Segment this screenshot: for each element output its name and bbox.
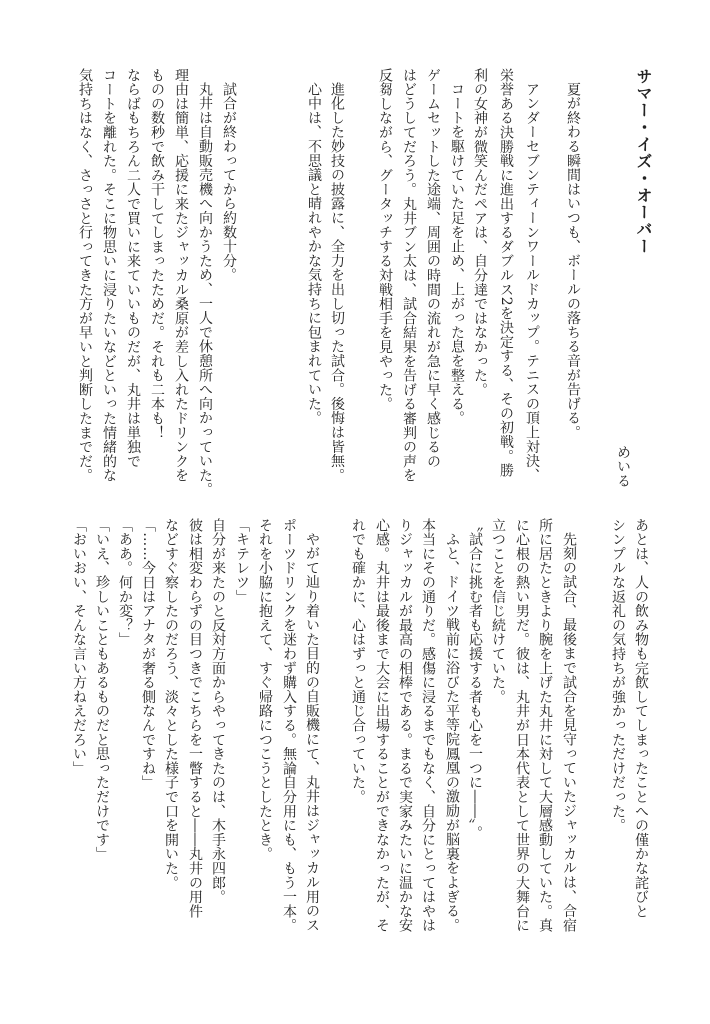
text-column: あとは、人の飲み物も完飲してしまったことへの僅かな詫びと [633, 518, 649, 919]
text-column: 自分が来たのと反対方面からやってきたのは、木手永四郎。 [210, 518, 226, 905]
text-column: はどうしてだろう。丸井ブン太は、試合結果を告げる審判の声を [401, 68, 417, 483]
story-title: サマー・イズ・オーバー [634, 68, 653, 255]
text-column: 心中は、不思議と晴れやかな気持ちに包まれていた。 [306, 82, 322, 426]
text-column: ポーツドリンクを迷わず購入する。無論自分用にも、もう一本。 [281, 518, 297, 933]
text-column: 反芻しながら、グータッチする対戦相手を見やった。 [377, 68, 393, 412]
text-column: れでも確かに、心はずっと通じ合っていた。 [350, 518, 366, 804]
text-column: 本当にその通りだ。感傷に浸るまでもなく、自分にとってはやは [420, 518, 436, 933]
text-column: ならばもちろん二人で買いに来ていいものだが、丸井は単独で [125, 68, 141, 469]
text-column: 心感。丸井は最後まで大会に出場することができなかったが、そ [374, 518, 390, 933]
text-column: 彼は相変わらずの目つきでこちらを一瞥すると――丸井の用件 [187, 518, 203, 919]
text-column: りジャッカルが最高の相棒である。まるで実家みたいに温かな安 [397, 518, 413, 933]
text-column: 「……今日はアナタが奢る側なんですね」 [140, 518, 156, 790]
text-column: 栄誉ある決勝戦に進出するダブルス2を決定する、その初戦。勝 [498, 68, 514, 478]
text-column: 丸井は自動販売機へ向かうため、一人で休憩所へ向かっていた。 [197, 82, 213, 497]
text-column: コートを駆けていた足を止め、上がった息を整える。 [449, 82, 465, 426]
text-column: 所に居たときより腕を上げた丸井に対して大層感動していた。真 [537, 518, 553, 933]
text-column: に心根の熱い男だ。彼は、丸井が日本代表として世界の大舞台に [514, 518, 530, 933]
text-column: 「いえ、珍しいこともあるものだと思っただけです」 [94, 518, 110, 862]
text-column: 夏が終わる瞬間はいつも、ボールの落ちる音が告げる。 [565, 82, 581, 440]
text-column: 利の女神が微笑んだペアは、自分達ではなかった。 [472, 68, 488, 397]
text-column: 「キテレツ」 [234, 518, 250, 604]
text-column: 試合が終わってから約数十分。 [221, 82, 237, 283]
text-column: 進化した妙技の披露に、全力を出し切った試合。後悔は皆無。 [329, 82, 345, 483]
text-column: ふと、ドイツ戦前に浴びた平等院鳳凰の激励が脳裏をよぎる。 [444, 532, 460, 933]
text-column: 〝試合に挑む者も応援する者も心を一つに――〟。 [467, 518, 483, 840]
text-column: シンプルな返礼の気持ちが強かっただけだった。 [610, 518, 626, 833]
text-column: コートを離れた。そこに物思いに浸りたいなどといった情緒的な [101, 68, 117, 483]
text-column: ゲームセットした途端、周囲の時間の流れが急に早く感じるの [425, 68, 441, 469]
text-column: アンダーセブンティーンワールドカップ。テニスの頂上対決、 [524, 82, 540, 483]
text-column: ものの数秒で飲み干してしまったためだ。それも二本も！ [149, 68, 165, 440]
text-column: 「ああ。何か変？」 [117, 518, 133, 647]
text-column: やがて辿り着いた目的の自販機にて、丸井はジャッカル用のス [304, 532, 320, 933]
author-name: めいる [615, 445, 631, 488]
text-column: などすぐ察したのだろう、淡々とした様子で口を開いた。 [163, 518, 179, 890]
text-column: 「おいおい、そんな言い方ねえだろい」 [71, 518, 87, 776]
text-column: 先刻の試合、最後まで試合を見守っていたジャッカルは、合宿 [561, 532, 577, 933]
text-column: それを小脇に抱えて、すぐ帰路につこうとしたとき。 [257, 518, 273, 862]
text-column: 立つことを信じ続けていた。 [490, 518, 506, 704]
text-column: 気持ちはなく、さっさと行ってきた方が早いと判断したまでだ。 [77, 68, 93, 483]
text-column: 理由は簡単、応援に来たジャッカル桑原が差し入れたドリンクを [173, 68, 189, 483]
